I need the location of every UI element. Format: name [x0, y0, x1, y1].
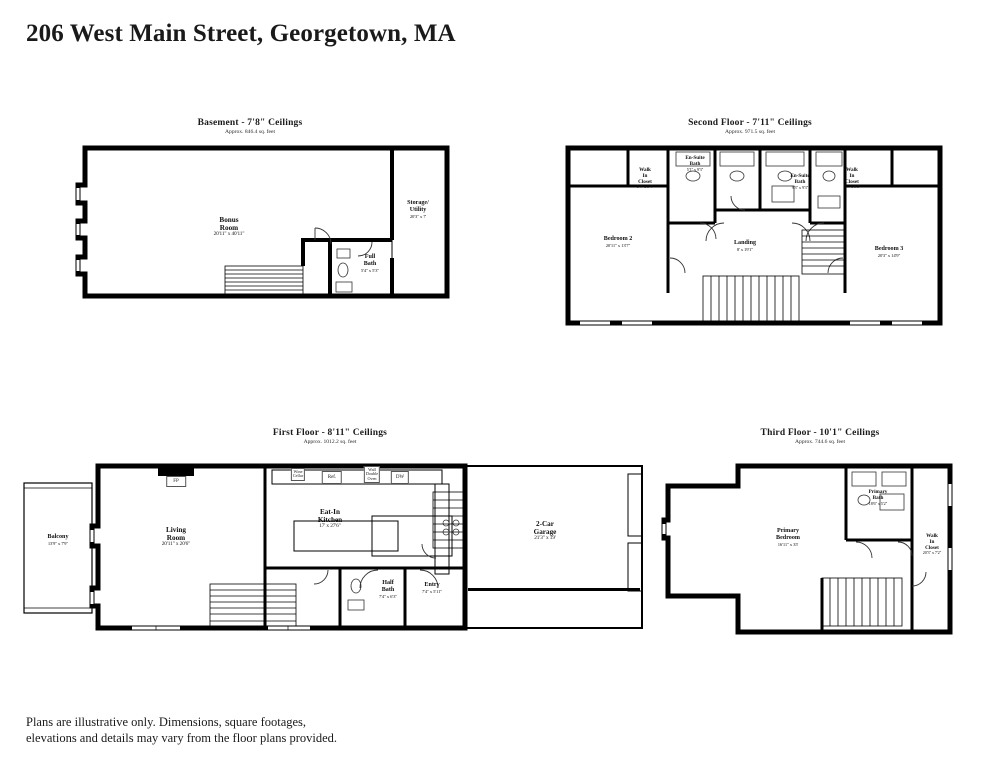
plan-third-floor	[650, 428, 990, 653]
plan-second-floor-drawing	[540, 118, 960, 333]
room-label-entry: Entry 7'4" x 5'11"	[421, 582, 443, 594]
room-label-bonus-room: Bonus Room 20'11" x 40'11"	[213, 216, 245, 238]
plan-second-floor	[540, 118, 960, 333]
room-label-primary-bath: Primary Bath 18'6" x 5'2"	[868, 489, 888, 506]
plan-second-floor-subtitle: Approx. 971.5 sq. feet	[724, 129, 776, 135]
room-label-ensuite-bath-right: En-Suite Bath 9'3" x 9'3"	[790, 173, 810, 190]
room-label-walk-in-closet-right: Walk In Closet 5'4" x 9'3"	[843, 167, 861, 190]
appliance-tag-wine-cellar: Wine Cellar	[291, 468, 305, 481]
appliance-tag-refrigerator: Ref.	[322, 471, 342, 484]
room-label-walk-in-closet-left: Walk In Closet 5'4" x 5'4"	[636, 167, 654, 190]
plan-basement-drawing	[40, 118, 460, 333]
plan-first-floor	[10, 428, 650, 653]
room-label-landing: Landing 8' x 19'1"	[733, 240, 757, 252]
plan-third-floor-subtitle: Approx. 744.6 sq. feet	[794, 439, 846, 445]
room-label-storage-utility: Storage/ Utility 20'3" x 7'	[407, 200, 429, 219]
page-title: 206 West Main Street, Georgetown, MA	[26, 20, 456, 47]
plan-basement-title: Basement - 7'8" Ceilings	[197, 118, 303, 128]
room-label-ensuite-bath-left: En-Suite Bath 5'1" x 9'3"	[685, 155, 705, 172]
disclaimer-line-1: Plans are illustrative only. Dimensions, square footages,	[26, 715, 307, 729]
room-label-living-room: Living Room 20'11" x 20'6"	[161, 526, 191, 548]
plan-second-floor-title: Second Floor - 7'11" Ceilings	[688, 118, 812, 128]
room-label-full-bath: Full Bath 5'4" x 5'3"	[360, 254, 380, 273]
room-label-bedroom-3: Bedroom 3 20'3" x 14'9"	[874, 246, 904, 258]
plan-third-floor-title: Third Floor - 10'1" Ceilings	[760, 428, 880, 438]
disclaimer-line-2: elevations and details may vary from the floor plans provided.	[26, 731, 338, 745]
room-label-primary-bedroom: Primary Bedroom 16'11" x 35'	[776, 528, 800, 547]
room-label-half-bath: Half Bath 7'4" x 6'3"	[378, 580, 398, 599]
disclaimer	[26, 714, 337, 746]
appliance-tag-wall-double-oven: Wall Double Oven	[364, 466, 380, 483]
plan-first-floor-title: First Floor - 8'11" Ceilings	[272, 428, 388, 438]
room-label-eat-in-kitchen: Eat-In Kitchen 17' x 27'6"	[317, 508, 343, 530]
appliance-tag-dishwasher: DW	[391, 471, 409, 484]
plan-basement-subtitle: Approx. 846.4 sq. feet	[224, 129, 276, 135]
room-label-walk-in-closet-third: Walk In Closet 20'3" x 7'2"	[922, 533, 942, 556]
appliance-tag-fireplace: FP	[166, 476, 186, 487]
plan-basement	[40, 118, 460, 333]
room-label-2-car-garage: 2-Car Garage 21'3" x 19'	[533, 520, 557, 542]
plan-first-floor-subtitle: Approx. 1012.2 sq. feet	[303, 439, 357, 445]
room-label-bedroom-2: Bedroom 2 20'11" x 13'7"	[603, 236, 633, 248]
room-label-balcony: Balcony 13'9" x 7'9"	[47, 534, 69, 546]
